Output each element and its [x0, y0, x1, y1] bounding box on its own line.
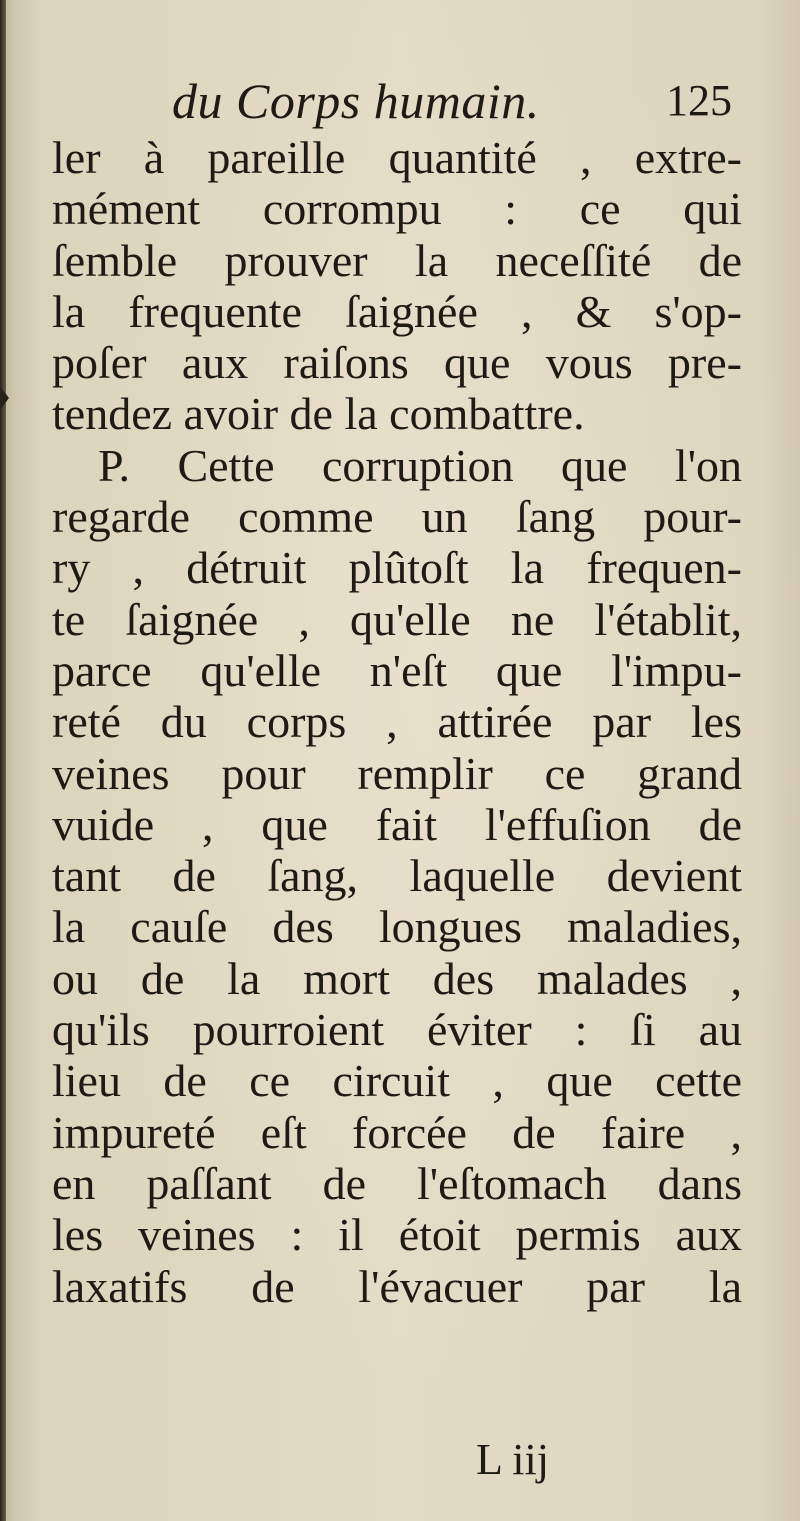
text-line: la frequente ſaignée , & s'op-: [52, 285, 742, 337]
text-line: vuide , que fait l'effuſion de: [52, 798, 742, 850]
text-line: ler à pareille quantité , extre-: [52, 132, 742, 183]
text-line: ry , détruit plûtoſt la frequen-: [52, 542, 742, 594]
signature-mark: L iij: [476, 1435, 549, 1484]
text-line: tant de ſang, laquelle devient: [52, 850, 742, 902]
text-line: impureté eſt forcée de faire ,: [52, 1106, 742, 1158]
text-line: parce qu'elle n'eſt que l'impu-: [52, 644, 742, 696]
page-binding-edge: [0, 0, 6, 1521]
text-line: ou de la mort des malades ,: [52, 952, 742, 1004]
body-text: [52, 132, 742, 1312]
text-line: poſer aux raiſons que vous pre-: [52, 337, 742, 389]
text-line: laxatifs de l'évacuer par la: [52, 1260, 742, 1312]
text-line: en paſſant de l'eſtomach dans: [52, 1157, 742, 1209]
running-head: du Corps humain.: [172, 73, 540, 129]
page-header: [172, 66, 732, 136]
text-line-paragraph-start: P. Cette corruption que l'on: [98, 439, 742, 491]
text-line: te ſaignée , qu'elle ne l'établit,: [52, 593, 742, 645]
text-line: ſemble prouver la neceſſité de: [52, 234, 742, 286]
text-line: la cauſe des longues maladies,: [52, 901, 742, 953]
text-line: tendez avoir de la combattre.: [52, 388, 585, 440]
text-line: qu'ils pourroient éviter : ſi au: [52, 1004, 742, 1056]
text-line: mément corrompu : ce qui: [52, 183, 742, 235]
text-line: regarde comme un ſang pour-: [52, 491, 742, 543]
binding-notch: [0, 386, 9, 410]
text-line: reté du corps , attirée par les: [52, 696, 742, 748]
text-line: veines pour remplir ce grand: [52, 747, 742, 799]
text-line: lieu de ce circuit , que cette: [52, 1055, 742, 1107]
text-line: les veines : il étoit permis aux: [52, 1209, 742, 1261]
page-number: 125: [666, 76, 732, 125]
